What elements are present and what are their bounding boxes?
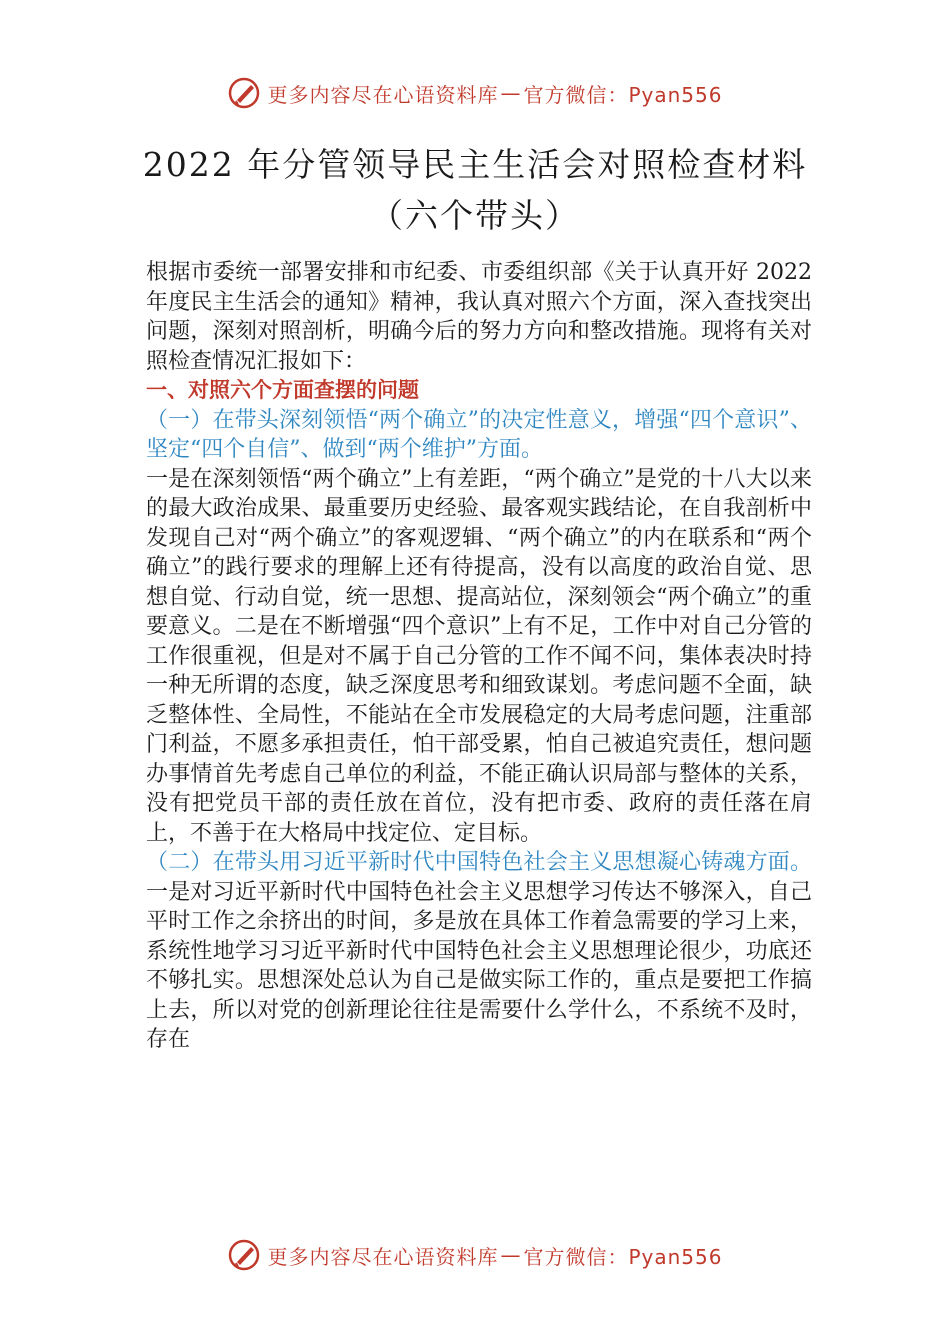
banner-separator: — — [500, 1243, 522, 1267]
document-subtitle: （六个带头） — [370, 196, 580, 235]
document-title: 2022 年分管领导民主生活会对照检查材料 — [142, 145, 808, 184]
pen-circle-logo-icon — [227, 1238, 261, 1272]
subsection-body-1: 一是在深刻领悟“两个确立”上有差距，“两个确立”是党的十八大以来的最大政治成果、最重要历史经验、最客观实践结论，在自我剖析中发现自己对“两个确立”的客观逻辑、“两个确立”的内在联系和“两个确立”的践行要求的理解上还有待提高，没有以高度的政治自觉、思想自觉、行动自觉，统一思想、提高站位，深刻领会“两个确立”的重要意义。二是在不断增强“四个意识”上有不足，工作中对自己分管的工作很重视，但是对不属于自己分管的工作不闻不问，集体表决时持一种无所谓的态度，缺乏深度思考和细致谋划。考虑问题不全面，缺乏整体性、全局性，不能站在全市发展稳定的大局考虑问题，注重部门利益，不愿多承担责任，怕干部受累，怕自己被追究责任，想问题办事情首先考虑自己单位的利益，不能正确认识局部与整体的关系，没有把党员干部的责任放在首位，没有把市委、政府的责任落在肩上，不善于在大格局中找定位、定目标。 — [146, 466, 812, 846]
banner-text: 更多内容尽在心语资料库 — [267, 1244, 499, 1269]
footer-watermark — [0, 1238, 950, 1272]
document-body — [146, 258, 812, 1055]
banner-contact: 官方微信：Pyan556 — [523, 82, 723, 107]
pen-circle-logo-icon — [227, 76, 261, 110]
section-heading-1: 一、对照六个方面查摆的问题 — [146, 378, 419, 402]
banner-contact: 官方微信：Pyan556 — [523, 1244, 723, 1269]
header-watermark — [0, 76, 950, 110]
subsection-body-2: 一是对习近平新时代中国特色社会主义思想学习传达不够深入，自己平时工作之余挤出的时间，多是放在具体工作着急需要的学习上来，系统性地学习习近平新时代中国特色社会主义思想理论很少，功底还不够扎实。思想深处总认为自己是做实际工作的，重点是要把工作搞上去，所以对党的创新理论往往是需要什么学什么，不系统不及时，存在 — [146, 879, 812, 1052]
banner-separator: — — [500, 81, 522, 105]
subsection-heading-1: （一）在带头深刻领悟“两个确立”的决定性意义，增强“四个意识”、坚定“四个自信”、做到“两个维护”方面。 — [146, 407, 812, 462]
banner-text: 更多内容尽在心语资料库 — [267, 82, 499, 107]
subsection-heading-2: （二）在带头用习近平新时代中国特色社会主义思想凝心铸魂方面。 — [146, 850, 812, 875]
intro-paragraph: 根据市委统一部署安排和市纪委、市委组织部《关于认真开好 2022 年度民主生活会的通知》精神，我认真对照六个方面，深入查找突出问题，深刻对照剖析，明确今后的努力方向和整改措施。现将有关对照检查情况汇报如下： — [146, 260, 812, 374]
